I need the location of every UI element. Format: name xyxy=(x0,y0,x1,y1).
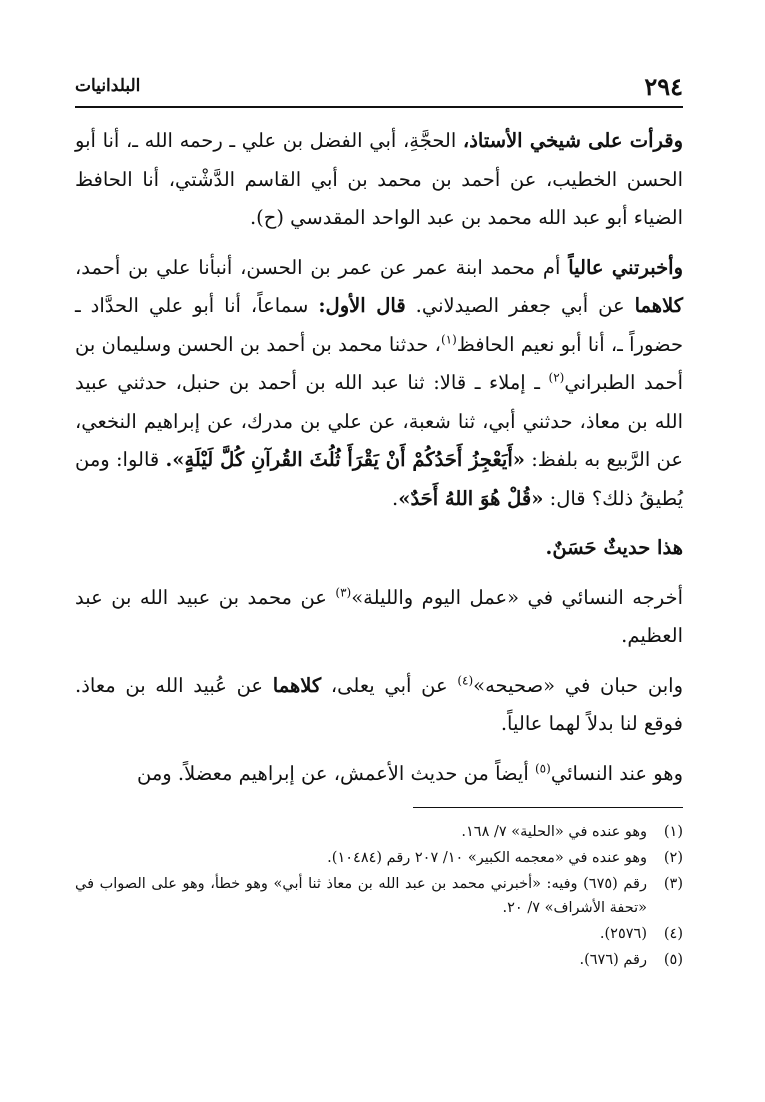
footnote-number: (٣) xyxy=(663,876,683,892)
paragraph-1-lead: وقرأت على شيخي الأستاذ، xyxy=(462,129,683,152)
paragraph-4-text-b: عن محمد بن عبيد الله بن عبد العظيم. xyxy=(75,585,683,647)
paragraph-5 xyxy=(75,667,683,744)
footnote-ref-5[interactable]: (٥) xyxy=(534,761,551,775)
paragraph-4 xyxy=(75,579,683,656)
paragraph-2-end: . xyxy=(392,486,399,510)
footnote-text: وهو عنده في «الحلية» ٧/ ١٦٨. xyxy=(461,824,647,840)
footnote-ref-2[interactable]: (٢) xyxy=(548,370,565,385)
paragraph-1-text: الحجَّةِ، أبي الفضل بن علي ـ رحمه الله ـ، أنا أبو الحسن الخطيب، عن أحمد بن محمد بن أبي القاسم الدَّشْتي، أنا الحافظ الضياء أبو عبد الله محمد بن عبد الواحد المقدسي (ح). xyxy=(75,129,683,229)
paragraph-2-bold-b: قال الأول: xyxy=(318,294,406,317)
page-header xyxy=(75,70,683,108)
paragraph-2-text-a: أم محمد ابنة عمر عن عمر بن الحسن، أنبأنا علي بن أحمد، xyxy=(75,255,569,279)
page-number: ٢٩٤ xyxy=(644,71,683,101)
paragraph-3: هذا حديثٌ حَسَنٌ. xyxy=(545,536,683,559)
footnote-text: (٢٥٧٦). xyxy=(599,926,647,942)
footnotes xyxy=(75,820,683,972)
footnote-text: وهو عنده في «معجمه الكبير» ١٠/ ٢٠٧ رقم (١٠٤٨٤). xyxy=(327,850,647,866)
paragraph-2-text-e: ـ إملاء ـ قالا: ثنا عبد الله بن أحمد بن حنبل، حدثني عبيد الله بن معاذ، حدثني أبي، ثنا شعبة، عن علي بن مدرك، عن إبراهيم النخعي، عن الرَّبيع به بلفظ: xyxy=(75,371,683,471)
footnote-number: (٥) xyxy=(663,952,683,968)
hadith-quote: «أَيَعْجِزُ أَحَدُكُمْ أَنْ يَقْرَأَ ثُلُثَ القُرآنِ كُلَّ لَيْلَةٍ». xyxy=(165,448,525,471)
footnote-3 xyxy=(75,872,683,920)
footnote-2 xyxy=(75,846,683,870)
footnote-text: رقم (٦٧٦). xyxy=(579,952,647,968)
footnote-number: (٢) xyxy=(663,850,683,866)
paragraph-5-text-b: عن أبي يعلى، xyxy=(321,673,458,697)
paragraph-6-text-b: أيضاً من حديث الأعمش، عن إبراهيم معضلاً. ومن xyxy=(136,761,535,785)
paragraph-1 xyxy=(75,122,683,238)
footnote-ref-3[interactable]: (٣) xyxy=(335,585,352,599)
paragraph-5-text-c: عن عُبيد الله بن معاذ. فوقع لنا بدلاً لهما عالياً. xyxy=(75,673,683,735)
paragraph-2-text-b: عن أبي جعفر الصيدلاني. xyxy=(405,294,635,317)
paragraph-2-bold-a: كلاهما xyxy=(634,294,684,317)
paragraph-2-lead: وأخبرتني عالياً xyxy=(568,255,684,279)
footnote-ref-1[interactable]: (١) xyxy=(440,332,457,346)
paragraph-6-text-a: وهو عند النسائي xyxy=(550,761,683,785)
quran-quote: «قُلْ هُوَ اللهُ أَحَدٌ» xyxy=(398,486,544,510)
paragraph-5-bold: كلاهما xyxy=(272,673,322,697)
footnote-1 xyxy=(75,820,683,844)
paragraph-2 xyxy=(75,249,683,519)
footnote-number: (٤) xyxy=(663,926,683,942)
paragraph-6 xyxy=(75,755,683,794)
main-text xyxy=(75,122,683,793)
footnote-ref-4[interactable]: (٤) xyxy=(457,673,474,687)
paragraph-5-text-a: وابن حبان في «صحيحه» xyxy=(473,673,683,697)
paragraph-4-text-a: أخرجه النسائي في «عمل اليوم والليلة» xyxy=(351,585,683,609)
footnote-divider xyxy=(413,807,683,808)
paragraph-2-text-c: سماعاً، أنا أبو علي الحدَّاد ـ حضوراً ـ، أنا أبو نعيم الحافظ xyxy=(75,294,684,356)
running-title: البلدانيات xyxy=(75,76,141,96)
footnote-5 xyxy=(75,948,683,972)
paragraph-2-text-f: قالوا: ومن يُطيقُ ذلك؟ قال: xyxy=(75,448,683,510)
footnote-number: (١) xyxy=(663,824,683,840)
footnote-4 xyxy=(75,922,683,946)
paragraph-2-text-d: ، حدثنا محمد بن أحمد بن الحسن وسليمان بن أحمد الطبراني xyxy=(75,332,683,394)
footnote-text: رقم (٦٧٥) وفيه: «أخبرني محمد بن عبد الله بن معاذ ثنا أبي» وهو خطأ، وهو على الصواب في «تحفة الأشراف» ٧/ ٢٠. xyxy=(75,876,647,916)
